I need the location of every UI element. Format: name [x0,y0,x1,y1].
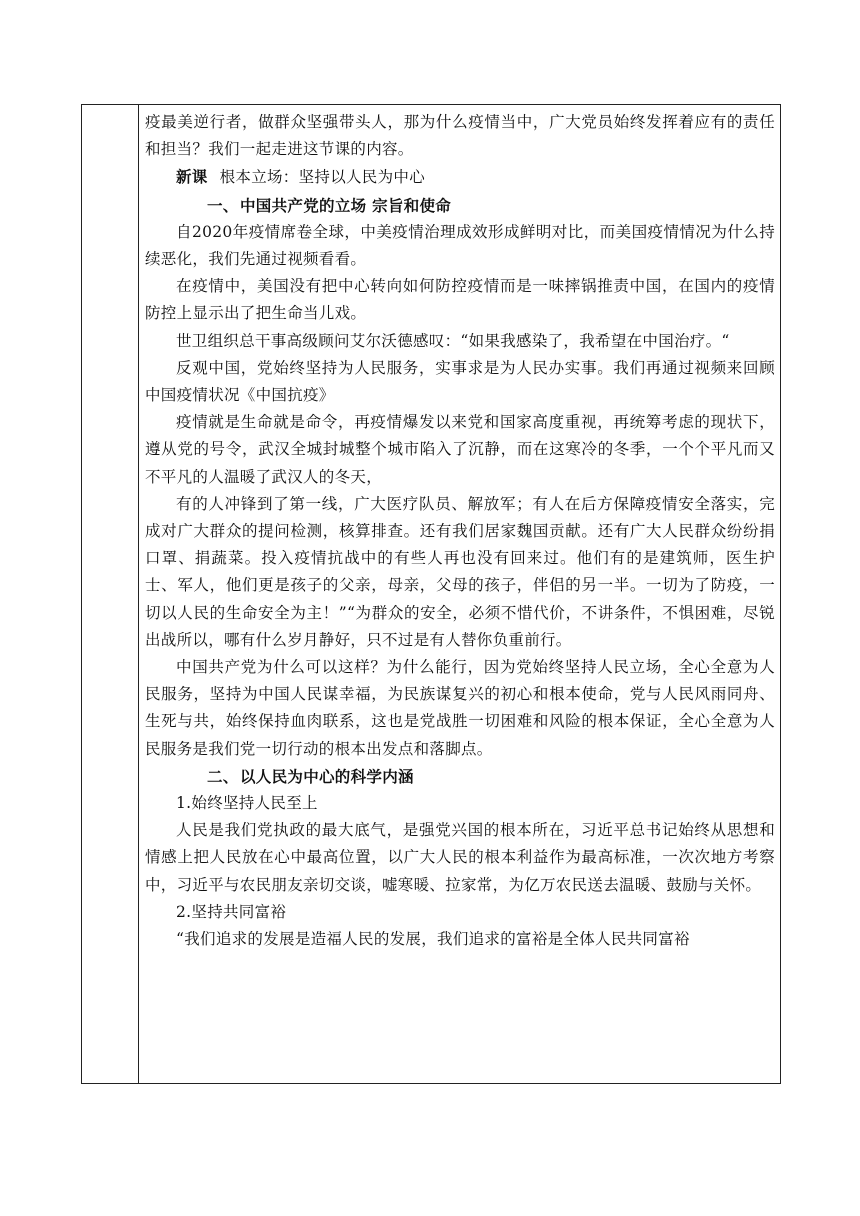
paragraph: 反观中国，党始终坚持为人民服务，实事求是为人民办实事。我们再通过视频来回顾中国疫情状况《中国抗疫》 [145,358,775,405]
paragraph: 中国共产党为什么可以这样？为什么能行，因为党始终坚持人民立场，全心全意为人民服务，坚持为中国人民谋幸福，为民族谋复兴的初心和根本使命，党与人民风雨同舟、生死与共，始终保持血肉联系，这也是党战胜一切困难和风险的根本保证，全心全意为人民服务是我们党一切行动的根本出发点和落脚点。 [145,658,775,758]
new-lesson-line [145,163,775,191]
section-title-2: 以人民为中心的科学内涵 [240,766,414,786]
table-content-cell [145,105,775,953]
lesson-table [81,104,781,1084]
section-number-1: 一、 [207,195,239,215]
intro-paragraph: 疫最美逆行者，做群众坚强带头人，那为什么疫情当中，广大党员始终发挥着应有的责任和担当？我们一起走进这节课的内容。 [145,113,775,159]
paragraph: 疫情就是生命就是命令，再疫情爆发以来党和国家高度重视，再统筹考虑的现状下，遵从党的号令，武汉全城封城整个城市陷入了沉静，而在这寒冷的冬季，一个个平凡而又不平凡的人温暖了武汉人的冬天， [145,413,775,486]
section-heading-1 [145,192,775,219]
section-title-1: 中国共产党的立场 宗旨和使命 [240,195,452,215]
paragraph: 自2020年疫情席卷全球，中美疫情治理成效形成鲜明对比，而美国疫情情况为什么持续恶化，我们先通过视频看看。 [145,222,775,269]
section-heading-2 [145,763,775,790]
paragraph: 在疫情中，美国没有把中心转向如何防控疫情而是一味摔锅推责中国，在国内的疫情防控上显示出了把生命当儿戏。 [145,277,775,323]
section-number-2: 二、 [207,766,239,786]
table-left-column [82,105,139,1083]
paragraph: “我们追求的发展是造福人民的发展，我们追求的富裕是全体人民共同富裕 [176,930,690,949]
paragraph: 世卫组织总干事高级顾问艾尔沃德感叹：“如果我感染了，我希望在中国治疗。“ [176,331,730,350]
paragraph: 人民是我们党执政的最大底气，是强党兴国的根本所在，习近平总书记始终从思想和情感上把人民放在心中最高位置，以广大人民的根本利益作为最高标准，一次次地方考察中，习近平与农民朋友亲切交谈，嘘寒暖、拉家常，为亿万农民送去温暖、鼓励与关怀。 [145,821,775,894]
subheading-2: 2.坚持共同富裕 [176,902,287,921]
paragraph: 有的人冲锋到了第一线，广大医疗队员、解放军；有人在后方保障疫情安全落实，完成对广大群众的提问检测，核算排查。还有我们居家魏国贡献。还有广大人民群众纷纷捐口罩、捐蔬菜。投入疫情抗战中的有些人再也没有回来过。他们有的是建筑师，医生护士、军人，他们更是孩子的父亲，母亲，父母的孩子，伴侣的另一半。一切为了防疫，一切以人民的生命安全为主！”“为群众的安全，必须不惜代价，不讲条件，不惧困难，尽锐出战所以，哪有什么岁月静好，只不过是有人替你负重前行。 [145,494,775,649]
subheading-1: 1.始终坚持人民至上 [176,794,318,813]
new-lesson-label: 新课 [176,167,208,187]
new-lesson-title: 根本立场：坚持以人民为中心 [219,168,426,187]
